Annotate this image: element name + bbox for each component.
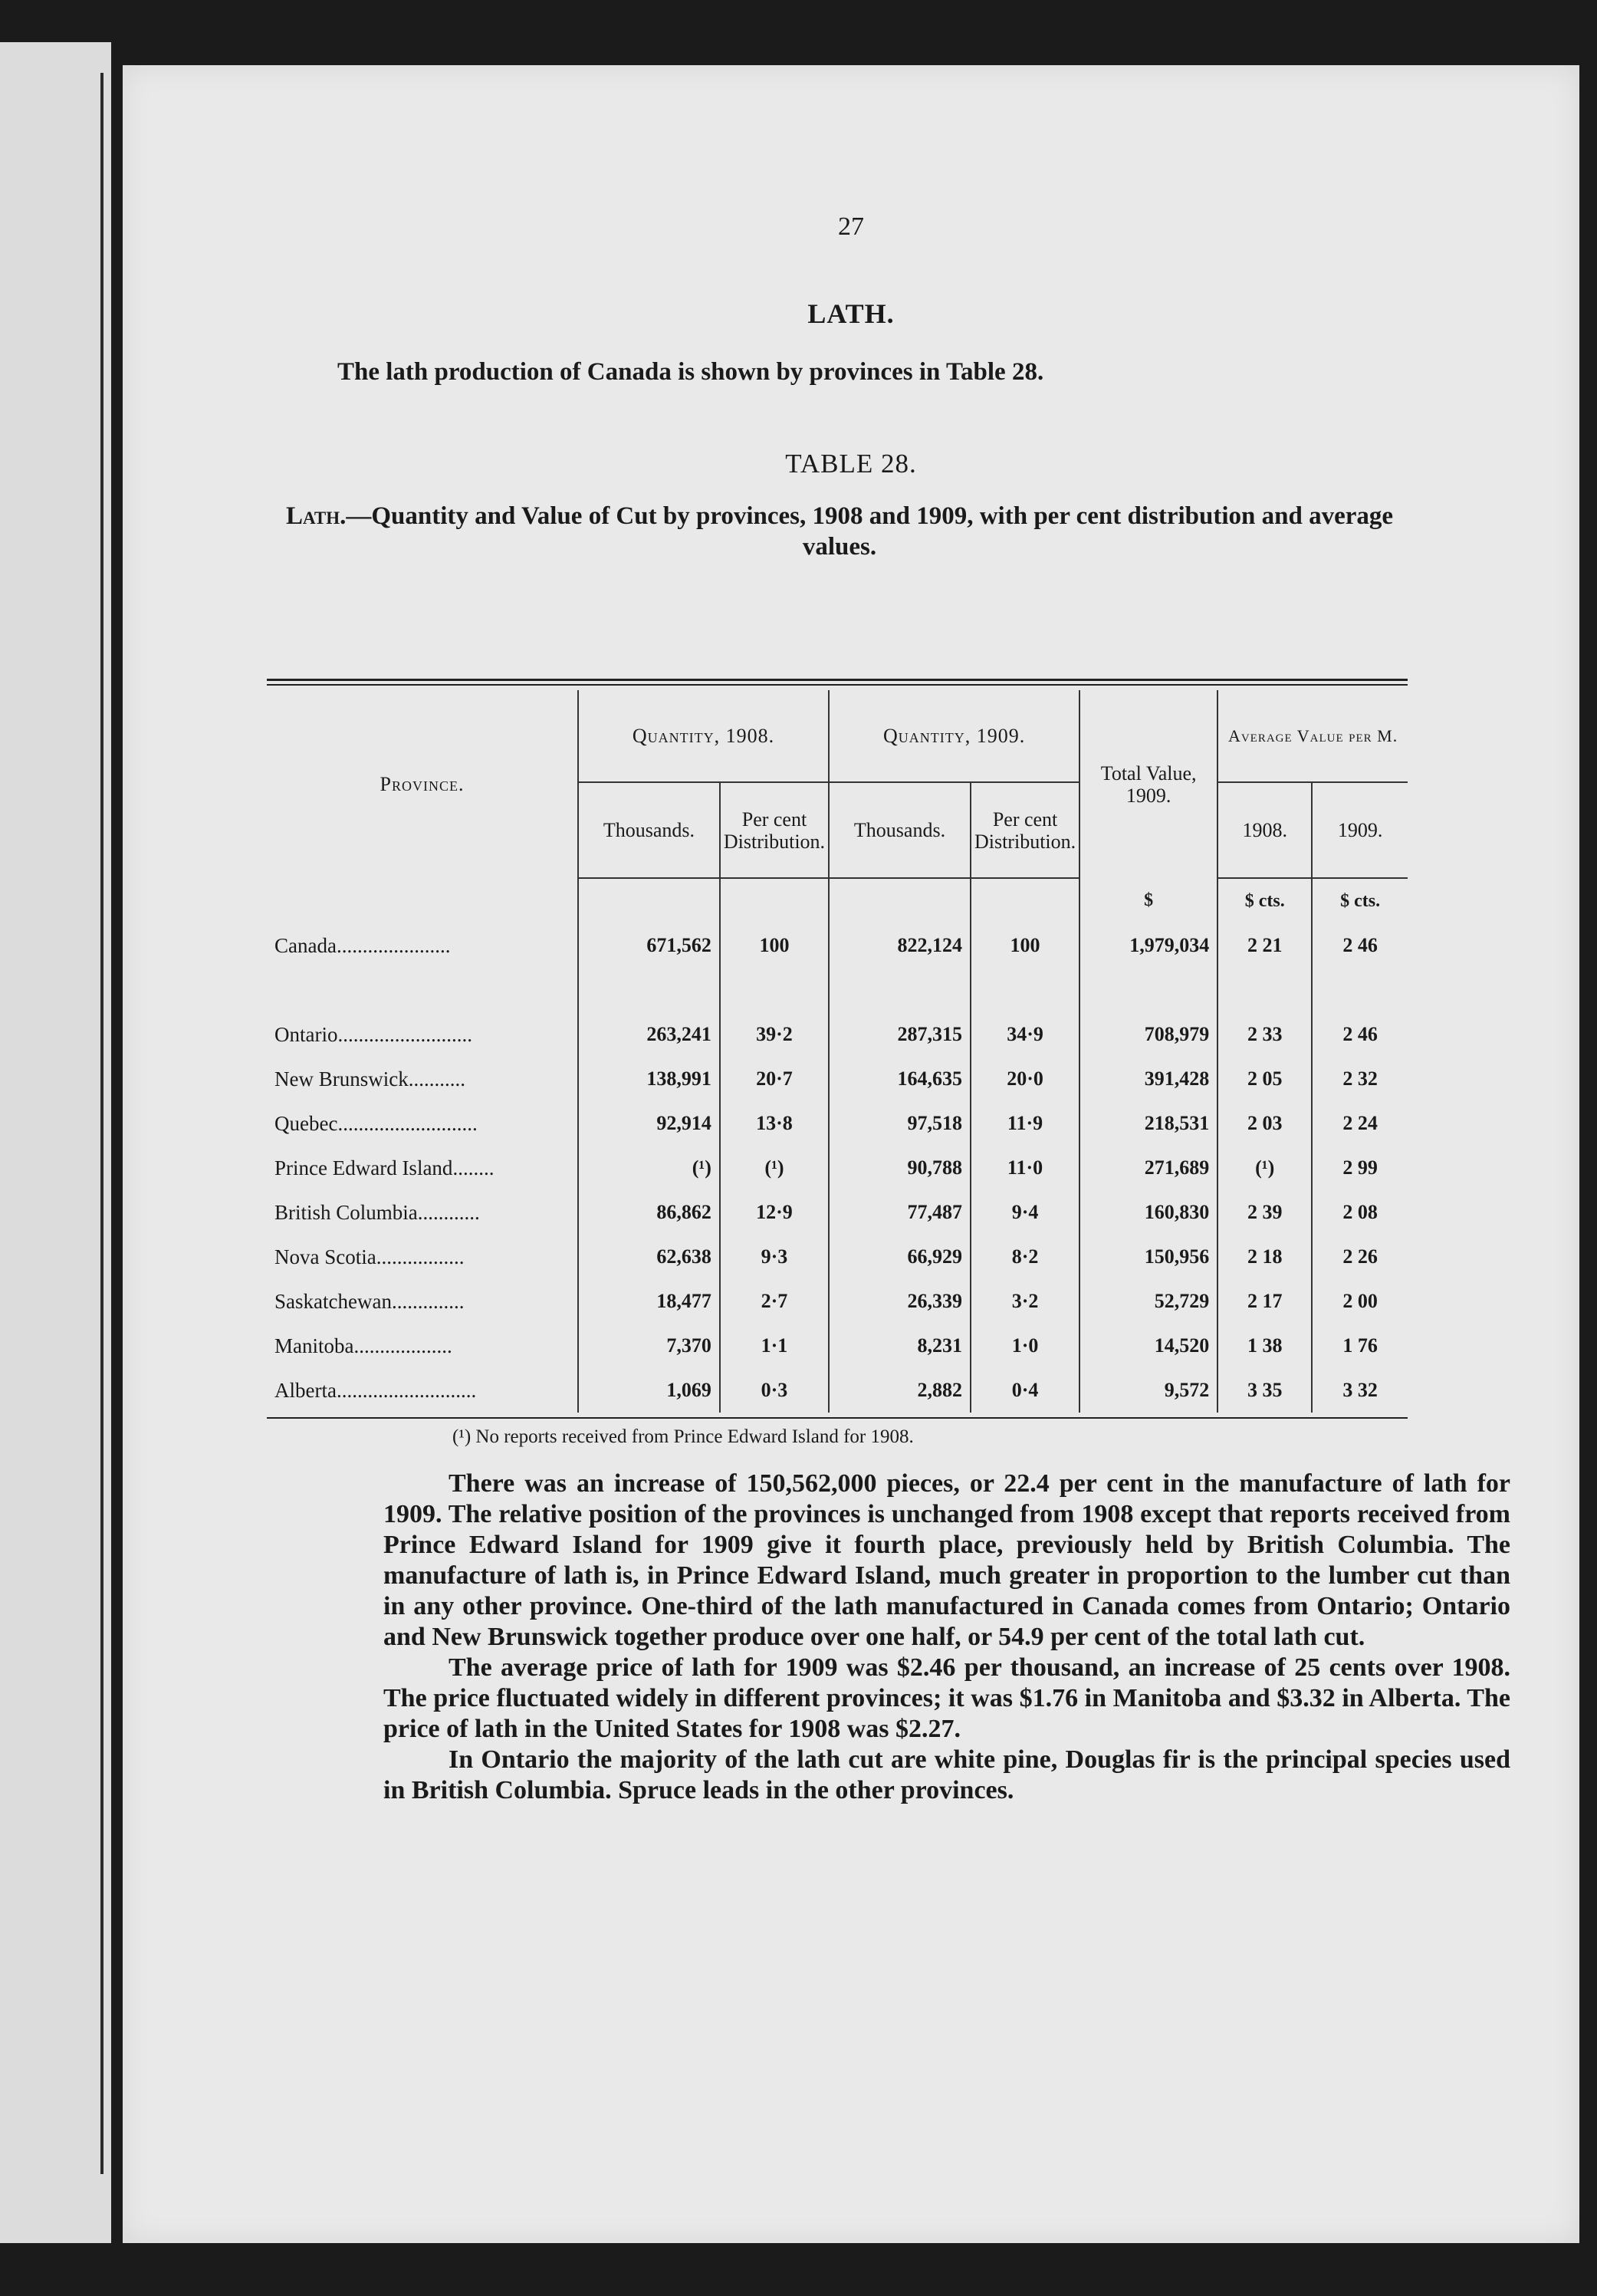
province-name: Canada...................... <box>274 933 451 957</box>
province-name: Ontario.......................... <box>274 1022 472 1046</box>
thousands-1908: 1,069 <box>578 1368 720 1413</box>
thousands-1908: 62,638 <box>578 1235 720 1279</box>
average-1908: 3 35 <box>1217 1368 1312 1413</box>
header-percent-1909: Per cent Distribution. <box>971 782 1079 878</box>
header-percent-1908: Per cent Distribution. <box>720 782 829 878</box>
average-1908: 2 33 <box>1217 1012 1312 1057</box>
average-1908: 2 03 <box>1217 1101 1312 1146</box>
thousands-1909: 164,635 <box>829 1057 971 1101</box>
average-1908: 2 17 <box>1217 1279 1312 1324</box>
percent-1908: 39·2 <box>720 1012 829 1057</box>
facing-page-edge <box>0 42 111 2243</box>
header-quantity-1908: Quantity, 1908. <box>578 690 829 782</box>
header-avg-1909: 1909. <box>1312 782 1408 878</box>
thousands-1908: 92,914 <box>578 1101 720 1146</box>
total-value: 218,531 <box>1079 1101 1217 1146</box>
average-1909: 1 76 <box>1312 1324 1408 1368</box>
percent-1909: 9·4 <box>971 1190 1079 1235</box>
table-top-rule <box>267 679 1408 681</box>
average-1909: 2 00 <box>1312 1279 1408 1324</box>
header-average-value: Average Value per M. <box>1217 690 1408 782</box>
header-thousands-1909: Thousands. <box>829 782 971 878</box>
unit-cents-1908: $ cts. <box>1217 878 1312 923</box>
thousands-1908: 86,862 <box>578 1190 720 1235</box>
percent-1909: 20·0 <box>971 1057 1079 1101</box>
percent-1909: 8·2 <box>971 1235 1079 1279</box>
thousands-1908: (¹) <box>578 1146 720 1190</box>
percent-1908: 12·9 <box>720 1190 829 1235</box>
province-name: Quebec........................... <box>274 1111 478 1135</box>
average-1908: (¹) <box>1217 1146 1312 1190</box>
average-1909: 2 26 <box>1312 1235 1408 1279</box>
percent-1908: 2·7 <box>720 1279 829 1324</box>
average-1909: 2 46 <box>1312 923 1408 968</box>
header-quantity-1909: Quantity, 1909. <box>829 690 1079 782</box>
header-total-value: Total Value, 1909. <box>1079 690 1217 878</box>
average-1909: 2 46 <box>1312 1012 1408 1057</box>
average-1908: 1 38 <box>1217 1324 1312 1368</box>
average-1908: 2 21 <box>1217 923 1312 968</box>
lath-table <box>267 690 1408 1413</box>
table-row <box>267 1368 1408 1413</box>
table-row <box>267 1012 1408 1057</box>
table-row <box>267 1279 1408 1324</box>
average-1908: 2 18 <box>1217 1235 1312 1279</box>
total-value: 160,830 <box>1079 1190 1217 1235</box>
table-row <box>267 1057 1408 1101</box>
percent-1909: 0·4 <box>971 1368 1079 1413</box>
table-caption <box>272 501 1407 562</box>
average-1909: 2 08 <box>1312 1190 1408 1235</box>
percent-1909: 11·9 <box>971 1101 1079 1146</box>
thousands-1909: 8,231 <box>829 1324 971 1368</box>
unit-dollar: $ <box>1079 878 1217 923</box>
thousands-1909: 90,788 <box>829 1146 971 1190</box>
average-1908: 2 39 <box>1217 1190 1312 1235</box>
average-1909: 3 32 <box>1312 1368 1408 1413</box>
caption-text: .—Quantity and Value of Cut by provinces, 1908 and 1909, with per cent distribution and average values. <box>340 502 1394 561</box>
total-value: 150,956 <box>1079 1235 1217 1279</box>
percent-1908: 9·3 <box>720 1235 829 1279</box>
percent-1908: 1·1 <box>720 1324 829 1368</box>
thousands-1909: 287,315 <box>829 1012 971 1057</box>
header-thousands-1908: Thousands. <box>578 782 720 878</box>
thousands-1908: 138,991 <box>578 1057 720 1101</box>
thousands-1908: 263,241 <box>578 1012 720 1057</box>
body-text <box>383 1469 1510 1806</box>
page-number: 27 <box>838 212 864 241</box>
percent-1909: 100 <box>971 923 1079 968</box>
intro-sentence: The lath production of Canada is shown by provinces in Table 28. <box>337 358 1044 386</box>
thousands-1909: 66,929 <box>829 1235 971 1279</box>
percent-1908: 100 <box>720 923 829 968</box>
province-name: Alberta........................... <box>274 1378 477 1402</box>
table-row <box>267 1101 1408 1146</box>
percent-1909: 3·2 <box>971 1279 1079 1324</box>
table-title: TABLE 28. <box>785 449 917 479</box>
paragraph-1: There was an increase of 150,562,000 pieces, or 22.4 per cent in the manufacture of lath for 1909. The relative position of the provinces is unchanged from 1908 except that reports received from Prince Edward Island for 1909 give it fourth place, previously held by British Columbia. The manufacture of lath is, in Prince Edward Island, much greater in proportion to the lumber cut than in any other province. One-third of the lath manufactured in Canada comes from Ontario; Ontario and New Brunswick together produce over one half, or 54.9 per cent of the total lath cut. <box>383 1469 1510 1651</box>
table-row <box>267 1190 1408 1235</box>
header-avg-1908: 1908. <box>1217 782 1312 878</box>
table-row <box>267 1235 1408 1279</box>
total-value: 708,979 <box>1079 1012 1217 1057</box>
province-name: Nova Scotia................. <box>274 1245 465 1268</box>
thousands-1909: 97,518 <box>829 1101 971 1146</box>
thousands-1909: 2,882 <box>829 1368 971 1413</box>
paragraph-3: In Ontario the majority of the lath cut are white pine, Douglas fir is the principal species used in British Columbia. Spruce leads in the other provinces. <box>383 1745 1510 1804</box>
average-1909: 2 99 <box>1312 1146 1408 1190</box>
header-province: Province. <box>380 773 465 795</box>
thousands-1908: 18,477 <box>578 1279 720 1324</box>
thousands-1909: 822,124 <box>829 923 971 968</box>
table-top-rule-thin <box>267 684 1408 686</box>
percent-1908: 0·3 <box>720 1368 829 1413</box>
percent-1908: (¹) <box>720 1146 829 1190</box>
percent-1909: 34·9 <box>971 1012 1079 1057</box>
total-value: 9,572 <box>1079 1368 1217 1413</box>
province-name: Saskatchewan.............. <box>274 1289 465 1313</box>
thousands-1908: 671,562 <box>578 923 720 968</box>
thousands-1909: 26,339 <box>829 1279 971 1324</box>
percent-1908: 13·8 <box>720 1101 829 1146</box>
footnote: (¹) No reports received from Prince Edward Island for 1908. <box>452 1426 914 1447</box>
document-page <box>123 65 1579 2243</box>
paragraph-2: The average price of lath for 1909 was $2.46 per thousand, an increase of 25 cents over 1908. The price fluctuated widely in different provinces; it was $1.76 in Manitoba and $3.32 in Alberta. The price of lath in the United States for 1908 was $2.27. <box>383 1653 1510 1743</box>
caption-label: Lath <box>285 502 340 530</box>
table-row <box>267 1324 1408 1368</box>
province-name: Prince Edward Island........ <box>274 1156 495 1179</box>
total-value: 391,428 <box>1079 1057 1217 1101</box>
table-row <box>267 1146 1408 1190</box>
thousands-1908: 7,370 <box>578 1324 720 1368</box>
average-1909: 2 32 <box>1312 1057 1408 1101</box>
percent-1909: 11·0 <box>971 1146 1079 1190</box>
section-title: LATH. <box>807 298 895 329</box>
average-1908: 2 05 <box>1217 1057 1312 1101</box>
province-name: Manitoba................... <box>274 1334 452 1357</box>
total-value: 14,520 <box>1079 1324 1217 1368</box>
province-name: New Brunswick........... <box>274 1067 465 1090</box>
table-bottom-rule <box>267 1417 1408 1419</box>
percent-1908: 20·7 <box>720 1057 829 1101</box>
province-name: British Columbia............ <box>274 1200 480 1224</box>
thousands-1909: 77,487 <box>829 1190 971 1235</box>
percent-1909: 1·0 <box>971 1324 1079 1368</box>
table-row-canada <box>267 923 1408 968</box>
average-1909: 2 24 <box>1312 1101 1408 1146</box>
total-value: 52,729 <box>1079 1279 1217 1324</box>
total-value: 271,689 <box>1079 1146 1217 1190</box>
binding-shadow <box>100 73 104 2174</box>
total-value: 1,979,034 <box>1079 923 1217 968</box>
unit-cents-1909: $ cts. <box>1312 878 1408 923</box>
